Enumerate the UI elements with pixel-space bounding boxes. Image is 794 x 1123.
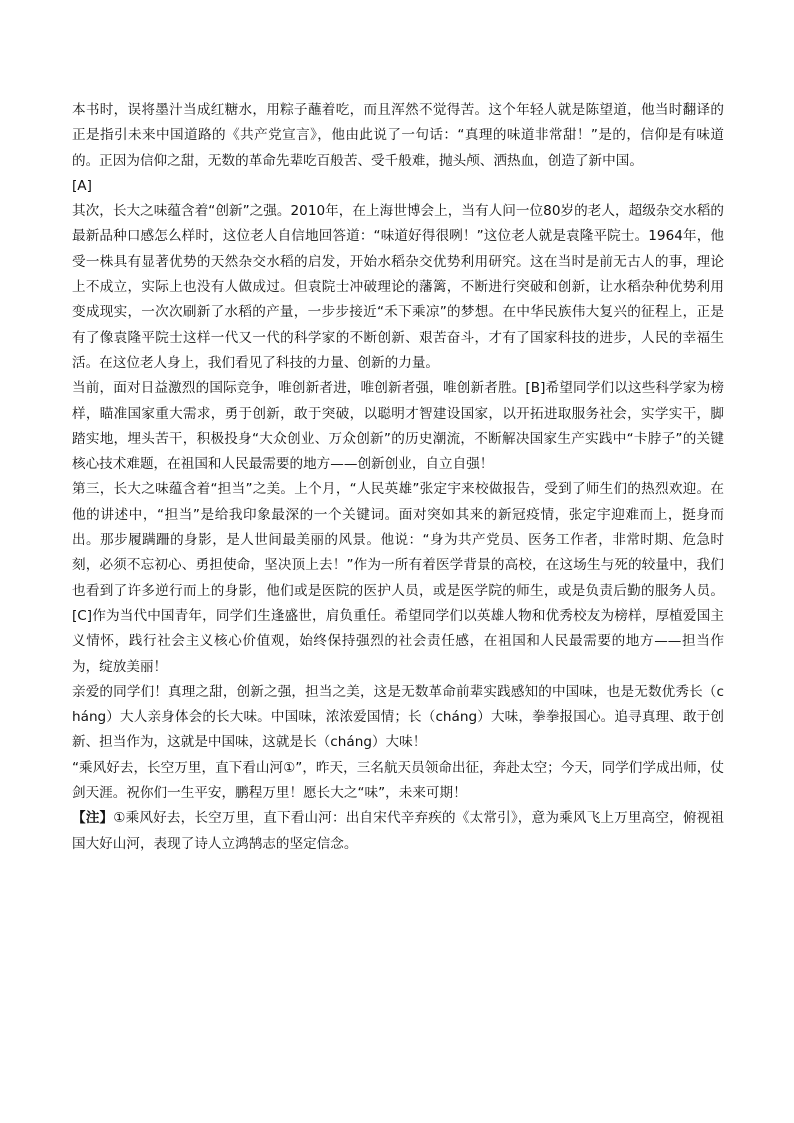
paragraph-responsibility: 第三，长大之味蕴含着“担当”之美。上个月，“人民英雄”张定宇来校做报告，受到了师生们的热烈欢迎。在他的讲述中，“担当”是给我印象最深的一个关键词。面对突如其来的新冠疫情，张定宇迎难而上，挺身而出。那步履蹒跚的身影，是人世间最美丽的风景。他说：“身为共产党员、医务工作者，非常时期、危急时刻，必须不忘初心、勇担使命，坚决顶上去！”作为一所有着医学背景的高校，在这场生与死的较量中，我们也看到了许多逆行而上的身影，他们或是医院的医护人员，或是医学院的师生，或是负责后勤的服务人员。[C]作为当代中国青年，同学们生逢盛世，肩负重任。希望同学们以英雄人物和优秀校友为榜样，厚植爱国主义情怀，践行社会主义核心价值观，始终保持强烈的社会责任感，在祖国和人民最需要的地方——担当作为，绽放美丽！ [72,481,724,675]
footnote-mark: 【注】 [72,810,114,827]
paragraph-innovation: 其次，长大之味蕴含着“创新”之强。2010年，在上海世博会上，当有人问一位80岁的老人，超级杂交水稻的最新品种口感怎么样时，这位老人自信地回答道：“味道好得很咧！”这位老人就是袁隆平院士。1964年，他受一株具有显著优势的天然杂交水稻的启发，开始水稻杂交优势利用研究。这在当时是前无古人的事，理论上不成立，实际上也没有人做成过。但袁院士冲破理论的藩篱，不断进行突破和创新，让水稻杂种优势利用变成现实，一次次刷新了水稻的产量，一步步接近“禾下乘凉”的梦想。在中华民族伟大复兴的征程上，正是有了像袁隆平院士这样一代又一代的科学家的不断创新、艰苦奋斗，才有了国家科技的进步，人民的幸福生活。在这位老人身上，我们看见了科技的力量、创新的力量。 [72,203,724,371]
paragraph-competition: 当前，面对日益激烈的国际竞争，唯创新者进，唯创新者强，唯创新者胜。[B]希望同学们以这些科学家为榜样，瞄准国家重大需求，勇于创新，敢于突破，以聪明才智建设国家，以开拓进取服务社会，实学实干，脚踏实地，埋头苦干，积极投身“大众创业、万众创新”的历史潮流，不断解决国家生产实践中“卡脖子”的关键核心技术难题，在祖国和人民最需要的地方——创新创业，自立自强！ [72,380,724,473]
document-page [72,98,724,857]
paragraph-conclusion: 亲爱的同学们！真理之甜，创新之强，担当之美，这是无数革命前辈实践感知的中国味，也是无数优秀长（cháng）大人亲身体会的长大味。中国味，浓浓爱国情；长（cháng）大味，拳拳报国心。追寻真理、敢于创新、担当作为，这就是中国味，这就是长（cháng）大味！ [72,683,724,751]
paragraph-chen-wangdao: 本书时，误将墨汁当成红糖水，用粽子蘸着吃，而且浑然不觉得苦。这个年轻人就是陈望道，他当时翻译的正是指引未来中国道路的《共产党宣言》，他由此说了一句话：“真理的味道非常甜！”是的，信仰是有味道的。正因为信仰之甜，无数的革命先辈吃百般苦、受千般难，抛头颅、洒热血，创造了新中国。 [72,102,724,169]
paragraph-farewell: “乘风好去，长空万里，直下看山河①”，昨天，三名航天员领命出征，奔赴太空；今天，同学们学成出师，仗剑天涯。祝你们一生平安，鹏程万里！愿长大之“味”，未来可期！ [72,759,724,802]
marker-a: [A] [72,177,92,194]
footnote [72,806,724,857]
footnote-text: ①乘风好去，长空万里，直下看山河：出自宋代辛弃疾的《太常引》，意为乘风飞上万里高空，俯视祖国大好山河，表现了诗人立鸿鹄志的坚定信念。 [72,810,725,852]
